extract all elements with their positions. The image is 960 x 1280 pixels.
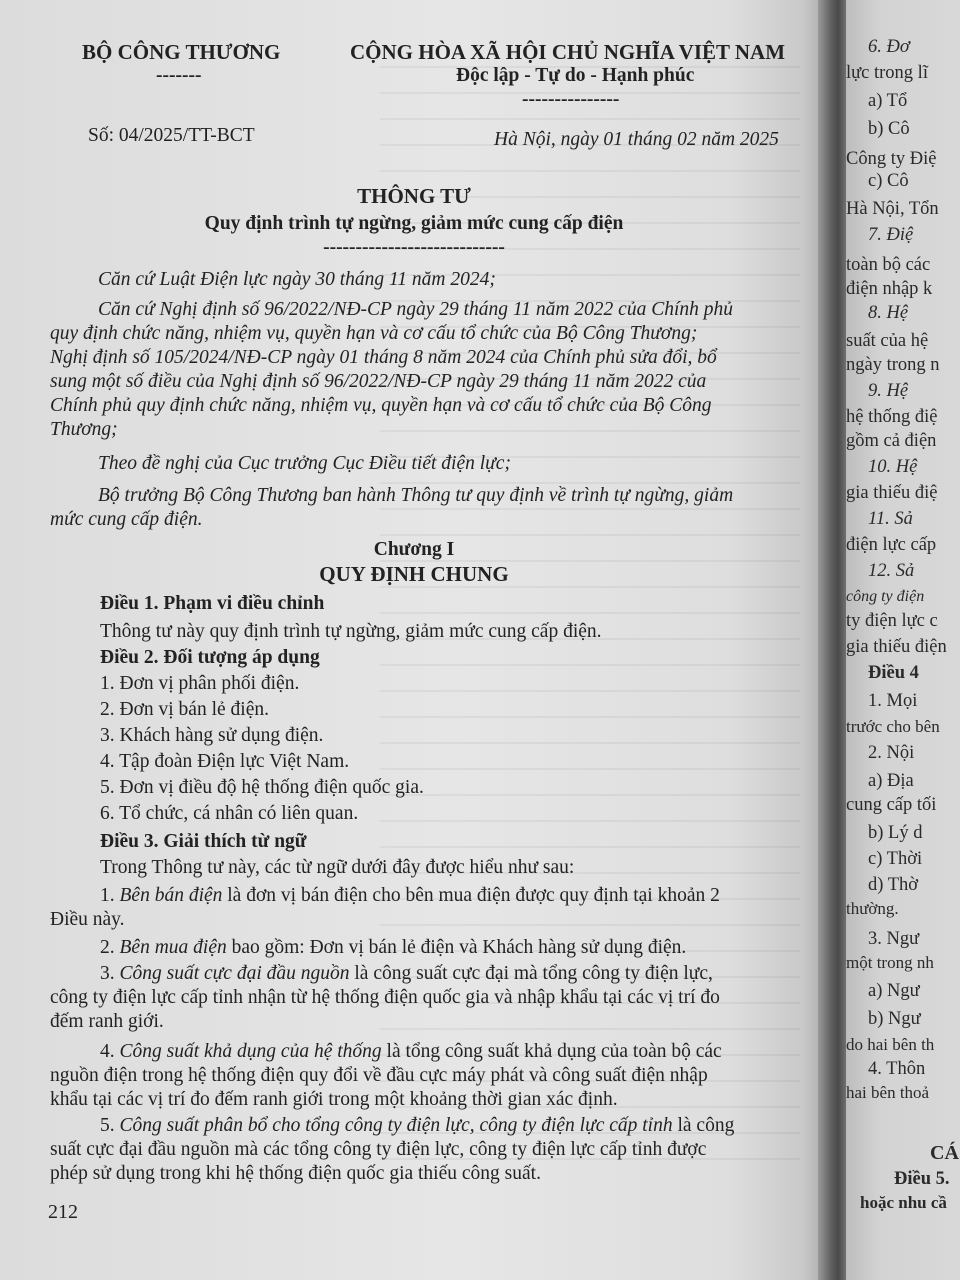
- right-page-line: 3. Ngư: [868, 929, 920, 949]
- right-page-line: 4. Thôn: [868, 1059, 926, 1079]
- right-page-line: gia thiếu điện: [846, 637, 947, 657]
- article-2-item: 3. Khách hàng sử dụng điện.: [100, 725, 324, 746]
- definition-term: Công suất phân bổ cho tổng công ty điện lực, công ty điện lực cấp tỉnh: [119, 1115, 673, 1136]
- preamble-line: Căn cứ Luật Điện lực ngày 30 tháng 11 năm 2024;: [98, 269, 496, 290]
- definition-2: [100, 936, 686, 960]
- right-page-line: hai bên thoả: [846, 1083, 930, 1102]
- definition-text: là công suất cực đại mà tổng công ty điện lực,: [349, 963, 713, 984]
- preamble-line: Thương;: [50, 419, 118, 440]
- definition-5-cont: phép sử dụng trong khi hệ thống điện quốc gia thiếu công suất.: [50, 1163, 541, 1184]
- definition-term: Công suất khả dụng của hệ thống: [119, 1041, 382, 1062]
- document-type: THÔNG TƯ: [357, 184, 471, 208]
- right-page-line: 9. Hệ: [868, 381, 909, 401]
- right-page-line: 10. Hệ: [868, 457, 918, 477]
- right-page-line: d) Thờ: [868, 875, 919, 895]
- right-page-line: lực trong lĩ: [846, 63, 928, 83]
- definition-text: là đơn vị bán điện cho bên mua điện được quy định tại khoản 2: [222, 885, 720, 906]
- page-number: 212: [48, 1201, 78, 1223]
- right-page-line: Hà Nội, Tổn: [846, 199, 939, 219]
- definition-4: [100, 1040, 722, 1064]
- right-page-line: Điều 5.: [894, 1169, 950, 1189]
- definition-3-cont: đếm ranh giới.: [50, 1011, 164, 1032]
- right-page-line: 11. Sả: [868, 509, 913, 529]
- preamble-line: Theo đề nghị của Cục trưởng Cục Điều tiết điện lực;: [98, 453, 511, 474]
- right-page-line: thường.: [846, 899, 899, 918]
- motto-rule: ---------------: [522, 89, 620, 110]
- right-page-line: 6. Đơ: [868, 37, 910, 57]
- place-date: Hà Nội, ngày 01 tháng 02 năm 2025: [494, 129, 779, 150]
- article-2-item: 6. Tổ chức, cá nhân có liên quan.: [100, 803, 359, 824]
- definition-text: là tổng công suất khả dụng của toàn bộ các: [381, 1041, 722, 1062]
- preamble-line: Căn cứ Nghị định số 96/2022/NĐ-CP ngày 29 tháng 11 năm 2022 của Chính phủ: [98, 299, 733, 320]
- right-page-line: cung cấp tối: [846, 795, 937, 815]
- ministry-name: BỘ CÔNG THƯƠNG: [82, 40, 281, 64]
- definition-text: bao gồm: Đơn vị bán lẻ điện và Khách hàng sử dụng điện.: [226, 937, 687, 958]
- preamble-line: Nghị định số 105/2024/NĐ-CP ngày 01 tháng 8 năm 2024 của Chính phủ sửa đổi, bổ: [50, 347, 717, 368]
- right-page-line: điện nhập k: [846, 279, 933, 299]
- article-2-item: 5. Đơn vị điều độ hệ thống điện quốc gia.: [100, 777, 424, 798]
- definition-number: 1.: [100, 885, 120, 906]
- preamble-line: quy định chức năng, nhiệm vụ, quyền hạn và cơ cấu tổ chức của Bộ Công Thương;: [50, 323, 698, 344]
- right-page-line: CÁ: [930, 1142, 959, 1164]
- right-page: [846, 0, 960, 1280]
- definition-5-cont: suất cực đại đầu nguồn mà các tổng công ty điện lực, công ty điện lực cấp tỉnh được: [50, 1139, 707, 1160]
- definition-4-cont: khẩu tại các vị trí đo đếm ranh giới trong một khoảng thời gian xác định.: [50, 1089, 618, 1110]
- republic-name: CỘNG HÒA XÃ HỘI CHỦ NGHĨA VIỆT NAM: [350, 40, 786, 64]
- right-page-line: c) Cô: [868, 171, 909, 191]
- definition-3-cont: công ty điện lực cấp tỉnh nhận từ hệ thống điện quốc gia và nhập khẩu tại các vị trí đo: [50, 987, 720, 1008]
- preamble-line: Chính phủ quy định chức năng, nhiệm vụ, quyền hạn và cơ cấu tổ chức của Bộ Công: [50, 395, 712, 416]
- article-3-heading: Điều 3. Giải thích từ ngữ: [100, 831, 307, 852]
- right-page-line: 2. Nội: [868, 743, 915, 763]
- right-page-line: 12. Sả: [868, 561, 915, 581]
- right-page-line: 7. Điệ: [868, 225, 914, 245]
- definition-text: là công: [672, 1115, 735, 1136]
- article-2-heading: Điều 2. Đối tượng áp dụng: [100, 647, 320, 668]
- right-page-line: gia thiếu điệ: [846, 483, 938, 503]
- right-page-line: hệ thống điệ: [846, 407, 938, 427]
- right-page-line: b) Cô: [868, 119, 910, 139]
- right-page-line: 1. Mọi: [868, 691, 918, 711]
- article-3-intro: Trong Thông tư này, các từ ngữ dưới đây được hiểu như sau:: [100, 857, 575, 878]
- article-2-item: 2. Đơn vị bán lẻ điện.: [100, 699, 269, 720]
- definition-3: [100, 962, 713, 986]
- definition-number: 2.: [100, 937, 120, 958]
- definition-term: Bên bán điện: [119, 885, 223, 906]
- definition-number: 4.: [100, 1041, 120, 1062]
- definition-term: Công suất cực đại đầu nguồn: [119, 963, 350, 984]
- right-page-line: ngày trong n: [846, 355, 940, 375]
- right-page-line: c) Thời: [868, 849, 923, 869]
- right-page-line: a) Ngư: [868, 981, 920, 1001]
- article-2-item: 4. Tập đoàn Điện lực Việt Nam.: [100, 751, 350, 772]
- preamble-line: sung một số điều của Nghị định số 96/2022/NĐ-CP ngày 29 tháng 11 năm 2022 của: [50, 371, 707, 392]
- definition-4-cont: nguồn điện trong hệ thống điện quy đổi về đầu cực máy phát và công suất điện nhập: [50, 1065, 708, 1086]
- ministry-rule: -------: [156, 65, 202, 86]
- article-1-heading: Điều 1. Phạm vi điều chỉnh: [100, 593, 325, 614]
- right-page-line: điện lực cấp: [846, 535, 937, 555]
- right-page-line: một trong nh: [846, 953, 934, 972]
- right-page-line: b) Ngư: [868, 1009, 921, 1029]
- right-page-line: hoặc nhu cầ: [860, 1193, 947, 1212]
- national-motto: Độc lập - Tự do - Hạnh phúc: [456, 65, 695, 86]
- right-page-line: Công ty Điệ: [846, 149, 937, 169]
- right-page-line: công ty điện: [846, 588, 925, 605]
- right-page-line: do hai bên th: [846, 1035, 935, 1054]
- definition-number: 3.: [100, 963, 120, 984]
- right-page-line: toàn bộ các: [846, 255, 931, 275]
- article-1-text: Thông tư này quy định trình tự ngừng, giảm mức cung cấp điện.: [100, 621, 602, 642]
- right-page-line: Điều 4: [868, 663, 919, 683]
- right-page-line: 8. Hệ: [868, 303, 909, 323]
- article-2-item: 1. Đơn vị phân phối điện.: [100, 673, 300, 694]
- right-page-line: a) Tổ: [868, 91, 908, 111]
- definition-1-cont: Điều này.: [50, 909, 125, 930]
- right-page-line: ty điện lực c: [846, 611, 938, 631]
- definition-number: 5.: [100, 1115, 120, 1136]
- definition-5: [100, 1114, 734, 1138]
- right-page-line: gồm cả điện: [846, 431, 937, 451]
- right-page-line: suất của hệ: [846, 331, 929, 351]
- right-page-line: a) Địa: [868, 771, 914, 791]
- right-page-line: trước cho bên: [846, 717, 940, 736]
- title-rule: ----------------------------: [323, 237, 505, 258]
- chapter-number: Chương I: [373, 539, 455, 560]
- definition-term: Bên mua điện: [119, 937, 227, 958]
- document-number: Số: 04/2025/TT-BCT: [88, 125, 255, 146]
- preamble-line: mức cung cấp điện.: [50, 509, 203, 530]
- right-page-line: b) Lý d: [868, 823, 923, 843]
- definition-1: [100, 884, 720, 908]
- chapter-name: QUY ĐỊNH CHUNG: [319, 562, 509, 586]
- document-subject: Quy định trình tự ngừng, giảm mức cung cấp điện: [204, 213, 624, 234]
- preamble-line: Bộ trưởng Bộ Công Thương ban hành Thông tư quy định về trình tự ngừng, giảm: [98, 485, 734, 506]
